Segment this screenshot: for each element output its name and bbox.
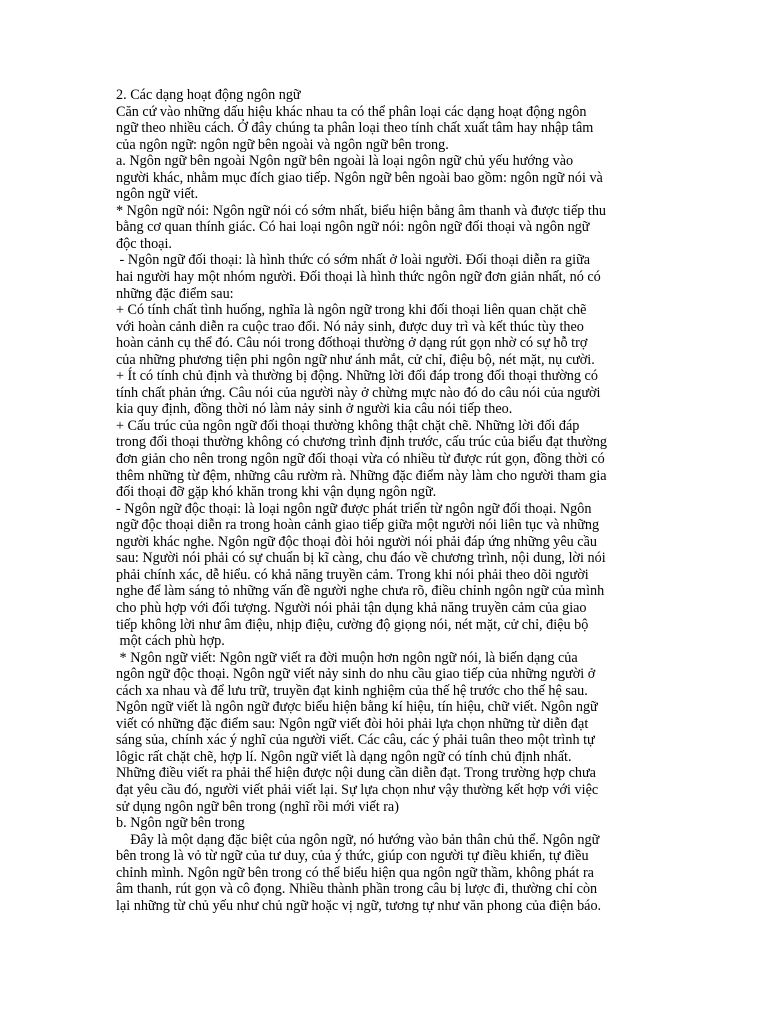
text-line: tiếp không lời như âm điệu, nhịp điệu, cường độ giọng nói, nét mặt, cử chỉ, điệu bộ [116,616,589,633]
text-line: thêm những từ đệm, những câu rườm rà. Những đặc điểm này làm cho người tham gia [116,467,607,484]
section-heading: 2. Các dạng hoạt động ngôn ngữ [116,87,301,103]
text-line: ngôn ngữ độc thoại. Ngôn ngữ viết nảy sinh do nhu cầu giao tiếp của những người ở [116,666,596,683]
text-line: âm thanh, rút gọn và cô đọng. Nhiều thành phần trong câu bị lược đi, thường chỉ còn [116,881,598,898]
text-line: sử dụng ngôn ngữ bên trong (nghĩ rồi mới viết ra) [116,798,399,815]
text-line: cho phù hợp với đối tượng. Người nói phải tận dụng khả năng truyền cảm của giao [116,599,587,616]
text-line: Những điều viết ra phải thể hiện được nội dung cần diễn đạt. Trong trường hợp chưa [116,765,596,782]
text-line: kia quy định, đồng thời nó làm nảy sinh ở người kia câu nói tiếp theo. [116,401,513,418]
text-line: ngữ độc thoại diễn ra trong hoàn cảnh giao tiếp giữa một người nói liên tục và những [116,517,600,534]
text-line: với hoàn cảnh diễn ra cuộc trao đổi. Nó nảy sinh, được duy trì và kết thúc tùy theo [116,318,584,335]
text-line: b. Ngôn ngữ bên trong [116,815,245,832]
text-line: độc thoại. [116,235,172,252]
document-body [116,87,656,914]
text-line: Ngôn ngữ viết là ngôn ngữ được biểu hiện bằng kí hiệu, tín hiệu, chữ viết. Ngôn ngữ [116,699,598,716]
text-line: + Có tính chất tình huống, nghĩa là ngôn ngữ trong khi đối thoại liên quan chặt chẽ [116,302,587,319]
text-line: Căn cứ vào những dấu hiệu khác nhau ta có thể phân loại các dạng hoạt động ngôn [116,103,587,120]
text-line: ngôn ngữ viết. [116,186,199,203]
text-line: + Ít có tính chủ định và thường bị động. Những lời đối đáp trong đối thoại thường có [116,368,598,385]
text-line: chỉnh mình. Ngôn ngữ bên trong có thể biểu hiện qua ngôn ngữ thầm, không phát ra [116,864,594,881]
text-line: trong đối thoại thường không có chương trình định trước, cấu trúc của biểu đạt thường [116,434,608,451]
text-line: bằng cơ quan thính giác. Có hai loại ngôn ngữ nói: ngôn ngữ đối thoại và ngôn ngữ [116,219,590,236]
text-line: sau: Người nói phải có sự chuẩn bị kĩ càng, chu đáo về chương trình, nội dung, lời nói [116,550,606,567]
text-line: hoàn cảnh cụ thể đó. Câu nói trong đốthoại thường ở dạng rút gọn nhờ có sự hỗ trợ [116,335,588,352]
text-line: một cách phù hợp. [116,633,225,650]
text-line: viết có những đặc điểm sau: Ngôn ngữ viết đòi hỏi phải lựa chọn những từ diễn đạt [116,715,589,732]
text-line: sáng sủa, chính xác ý nghĩ của người viết. Các câu, các ý phải tuân theo một trình tự [116,732,595,749]
text-line: lại những từ chủ yếu như chủ ngữ hoặc vị ngữ, tương tự như văn phong của điện báo. [116,897,602,914]
text-line: ngữ theo nhiều cách. Ở đây chúng ta phân loại theo tính chất xuất tâm hay nhập tâm [116,120,594,137]
text-line: đơn giản cho nên trong ngôn ngữ đối thoại vừa có nhiều từ được rút gọn, đồng thời có [116,451,605,468]
text-line: tính chất phản ứng. Câu nói của người này ở chừng mực nào đó do câu nói của người [116,384,601,401]
text-line: * Ngôn ngữ viết: Ngôn ngữ viết ra đời muộn hơn ngôn ngữ nói, là biến dạng của [116,649,578,666]
text-line: * Ngôn ngữ nói: Ngôn ngữ nói có sớm nhất, biểu hiện bằng âm thanh và được tiếp thu [116,202,607,219]
text-line: người khác, nhằm mục đích giao tiếp. Ngôn ngữ bên ngoài bao gồm: ngôn ngữ nói và [116,169,603,186]
text-line: những đặc điểm sau: [116,285,234,302]
text-line: nghe để làm sáng tỏ những vấn đề người nghe chưa rõ, điều chỉnh ngôn ngữ của mình [116,583,605,600]
text-line: - Ngôn ngữ đối thoại: là hình thức có sớm nhất ở loài người. Đối thoại diễn ra giữa [116,252,591,269]
text-line: hai người hay một nhóm người. Đối thoại là hình thức ngôn ngữ đơn giản nhất, nó có [116,269,601,286]
text-line: phải chính xác, dễ hiểu. có khả năng truyền cảm. Trong khi nói phải theo dõi người [116,566,589,583]
subsection-heading: Đây là một dạng đặc biệt của ngôn ngữ, nó hướng vào bản thân chủ thể. Ngôn ngữ [116,831,600,848]
text-line: người khác nghe. Ngôn ngữ độc thoại đòi hỏi người nói phải đáp ứng những yêu cầu [116,533,597,550]
text-line: - Ngôn ngữ độc thoại: là loại ngôn ngữ được phát triển từ ngôn ngữ đối thoại. Ngôn [116,500,592,517]
text-line: đối thoại đỡ gặp khó khăn trong khi vận dụng ngôn ngữ. [116,484,437,501]
text-line: + Cấu trúc của ngôn ngữ đối thoại thường không thật chặt chẽ. Những lời đối đáp [116,417,580,434]
text-line: của ngôn ngữ: ngôn ngữ bên ngoài và ngôn ngữ bên trong. [116,136,449,153]
text-line: lôgic rất chặt chẽ, hợp lí. Ngôn ngữ viết là dạng ngôn ngữ có tính chủ định nhất. [116,748,572,765]
text-line: của những phương tiện phi ngôn ngữ như ánh mắt, cử chỉ, điệu bộ, nét mặt, nụ cười. [116,351,595,368]
text-line: bên trong là vỏ từ ngữ của tư duy, của ý thức, giúp con người tự điều khiển, tự điều [116,848,589,865]
text-line: đạt yêu cầu đó, người viết phải viết lại. Sự lựa chọn như vậy thường kết hợp với việc [116,781,599,798]
text-line: a. Ngôn ngữ bên ngoài Ngôn ngữ bên ngoài là loại ngôn ngữ chủ yếu hướng vào [116,153,574,170]
text-line: cách xa nhau và để lưu trữ, truyền đạt kinh nghiệm của thế hệ trước cho thế hệ sau. [116,682,588,699]
